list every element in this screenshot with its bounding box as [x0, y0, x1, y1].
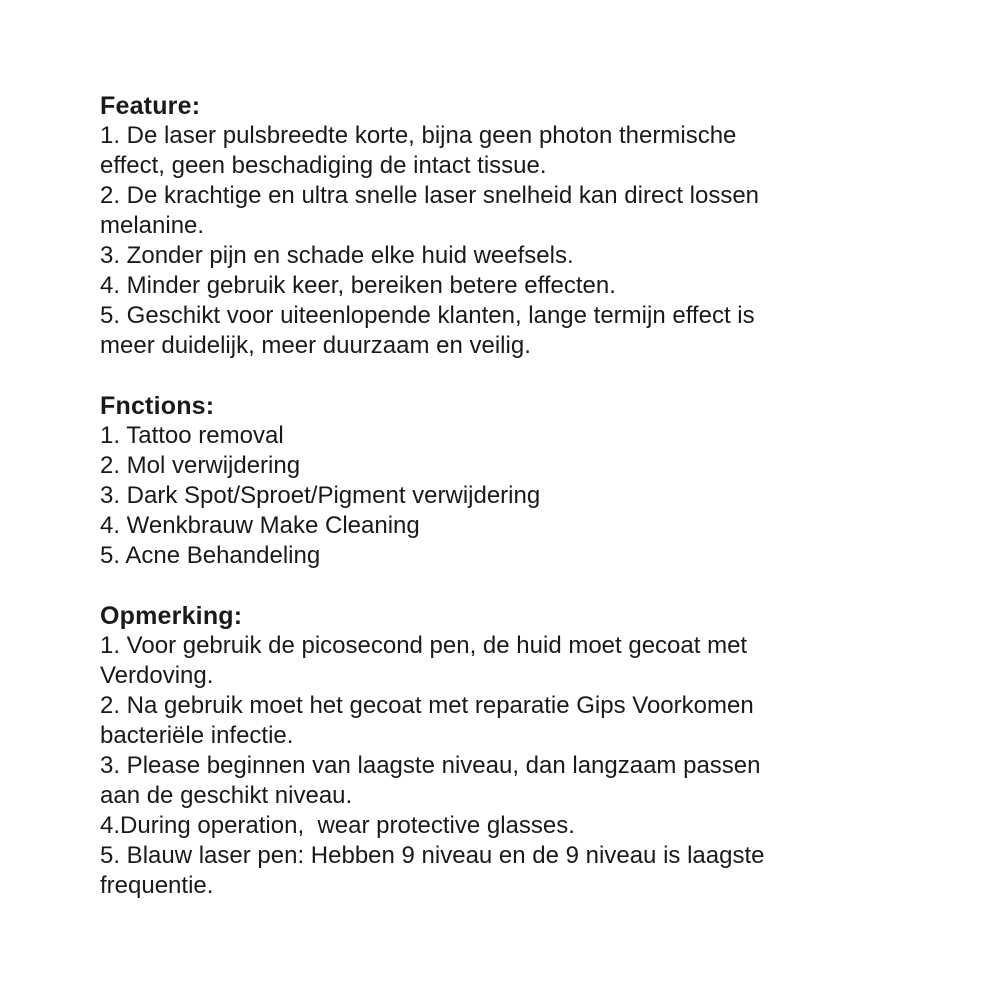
remark-item: 4.During operation, wear protective glasses.: [100, 812, 575, 839]
function-item: 5. Acne Behandeling: [100, 542, 321, 569]
feature-item: 1. De laser pulsbreedte korte, bijna geen photon thermische effect, geen beschadiging de intact tissue.: [100, 122, 737, 179]
feature-item: 4. Minder gebruik keer, bereiken betere effecten.: [100, 272, 616, 299]
feature-item: 2. De krachtige en ultra snelle laser snelheid kan direct lossen melanine.: [100, 182, 760, 239]
functions-section: [100, 391, 920, 571]
function-item: 3. Dark Spot/Sproet/Pigment verwijdering: [100, 482, 541, 509]
product-description: [100, 91, 920, 901]
feature-item: 3. Zonder pijn en schade elke huid weefsels.: [100, 242, 574, 269]
remark-item: 3. Please beginnen van laagste niveau, dan langzaam passen aan de geschikt niveau.: [100, 752, 761, 809]
function-item: 4. Wenkbrauw Make Cleaning: [100, 512, 420, 539]
feature-item: 5. Geschikt voor uiteenlopende klanten, lange termijn effect is meer duidelijk, meer duurzaam en veilig.: [100, 302, 755, 359]
functions-heading: Fnctions:: [100, 392, 215, 420]
features-heading: Feature:: [100, 92, 201, 120]
remark-item: 1. Voor gebruik de picosecond pen, de huid moet gecoat met Verdoving.: [100, 632, 748, 689]
remarks-heading: Opmerking:: [100, 602, 243, 630]
features-section: [100, 91, 920, 361]
function-item: 1. Tattoo removal: [100, 422, 284, 449]
remark-item: 2. Na gebruik moet het gecoat met reparatie Gips Voorkomen bacteriële infectie.: [100, 692, 754, 749]
remarks-section: [100, 601, 920, 901]
remark-item: 5. Blauw laser pen: Hebben 9 niveau en de 9 niveau is laagste frequentie.: [100, 842, 765, 899]
function-item: 2. Mol verwijdering: [100, 452, 301, 479]
